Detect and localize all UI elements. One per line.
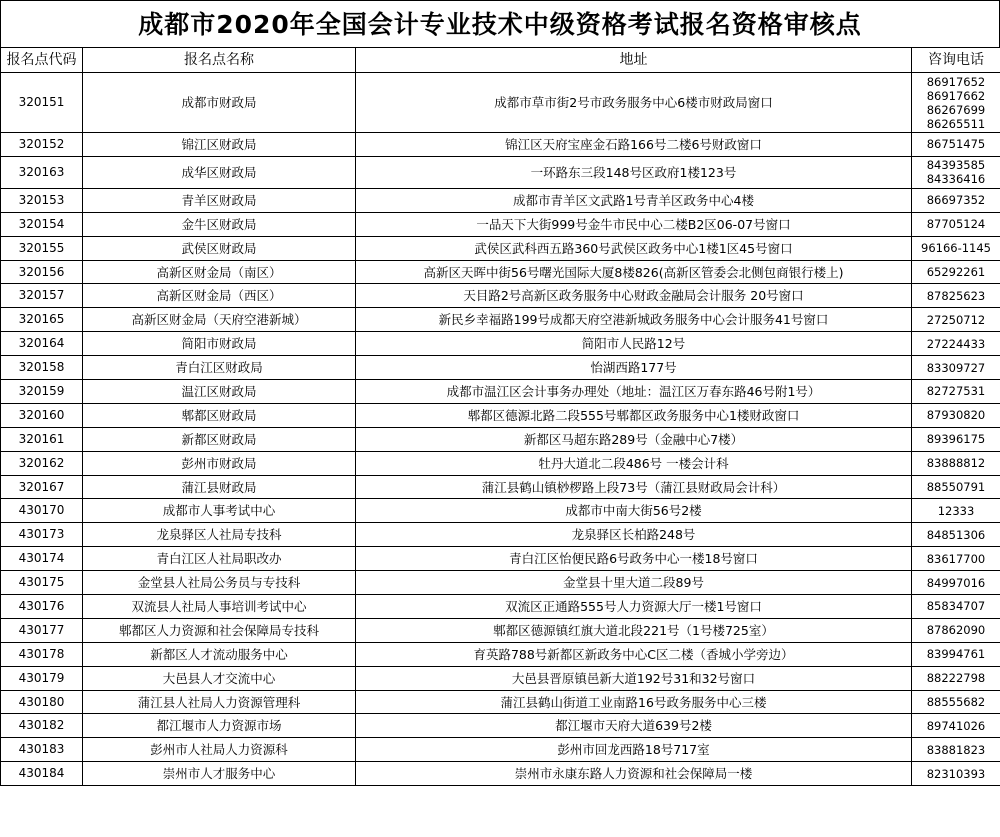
cell-name: 成华区财政局 — [83, 156, 356, 188]
cell-code: 430170 — [1, 499, 83, 523]
cell-code: 320151 — [1, 73, 83, 133]
table-row — [1, 427, 1000, 451]
table-row — [1, 475, 1000, 499]
phone-number: 86917662 — [926, 88, 986, 103]
cell-phone — [912, 499, 1000, 523]
cell-name: 高新区财金局（天府空港新城） — [83, 308, 356, 332]
phone-number: 27224433 — [926, 336, 986, 351]
cell-name: 高新区财金局（南区） — [83, 260, 356, 284]
cell-phone — [912, 738, 1000, 762]
cell-code: 430174 — [1, 547, 83, 571]
cell-name: 彭州市人社局人力资源科 — [83, 738, 356, 762]
cell-address: 武侯区武科西五路360号武侯区政务中心1楼1区45号窗口 — [356, 236, 912, 260]
cell-code: 320167 — [1, 475, 83, 499]
cell-name: 新都区人才流动服务中心 — [83, 642, 356, 666]
cell-name: 金牛区财政局 — [83, 212, 356, 236]
table-row — [1, 356, 1000, 380]
cell-address: 成都市温江区会计事务办理处（地址：温江区万春东路46号附1号） — [356, 380, 912, 404]
cell-address: 新都区马超东路289号（金融中心7楼） — [356, 427, 912, 451]
cell-name: 成都市人事考试中心 — [83, 499, 356, 523]
phone-number: 83994761 — [926, 647, 986, 662]
table-row — [1, 260, 1000, 284]
cell-address: 青白江区怡便民路6号政务中心一楼18号窗口 — [356, 547, 912, 571]
cell-address: 简阳市人民路12号 — [356, 332, 912, 356]
table-row — [1, 547, 1000, 571]
cell-name: 锦江区财政局 — [83, 133, 356, 157]
cell-phone — [912, 260, 1000, 284]
table-row — [1, 499, 1000, 523]
cell-code: 430175 — [1, 571, 83, 595]
cell-address: 牡丹大道北二段486号 一楼会计科 — [356, 451, 912, 475]
cell-address: 郫都区德源北路二段555号郫都区政务服务中心1楼财政窗口 — [356, 403, 912, 427]
cell-phone — [912, 212, 1000, 236]
cell-code: 430178 — [1, 642, 83, 666]
cell-name: 青白江区人社局职改办 — [83, 547, 356, 571]
table-row — [1, 451, 1000, 475]
table-row — [1, 666, 1000, 690]
cell-address: 天目路2号高新区政务服务中心财政金融局会计服务 20号窗口 — [356, 284, 912, 308]
phone-number: 65292261 — [926, 265, 986, 279]
cell-address: 一环路东三段148号区政府1楼123号 — [356, 156, 912, 188]
cell-address: 都江堰市天府大道639号2楼 — [356, 714, 912, 738]
header-code: 报名点代码 — [1, 48, 83, 73]
phone-number: 89396175 — [926, 432, 986, 447]
cell-address: 一品天下大街999号金牛市民中心二楼B2区06-07号窗口 — [356, 212, 912, 236]
phone-number: 87862090 — [926, 623, 986, 638]
cell-phone — [912, 595, 1000, 619]
cell-code: 320156 — [1, 260, 83, 284]
phone-number: 84393585 — [926, 158, 986, 173]
table-row — [1, 690, 1000, 714]
cell-code: 320153 — [1, 188, 83, 212]
header-name: 报名点名称 — [83, 48, 356, 73]
cell-code: 320162 — [1, 451, 83, 475]
phone-number: 82727531 — [926, 384, 986, 399]
cell-phone — [912, 642, 1000, 666]
cell-code: 430183 — [1, 738, 83, 762]
phone-number: 88222798 — [926, 671, 986, 686]
phone-number: 83617700 — [926, 551, 986, 566]
cell-phone — [912, 73, 1000, 133]
table-row — [1, 308, 1000, 332]
table-row — [1, 618, 1000, 642]
phone-number: 86751475 — [926, 137, 986, 152]
cell-phone — [912, 547, 1000, 571]
cell-phone — [912, 523, 1000, 547]
cell-phone — [912, 188, 1000, 212]
cell-name: 彭州市财政局 — [83, 451, 356, 475]
cell-code: 430173 — [1, 523, 83, 547]
cell-phone — [912, 380, 1000, 404]
cell-code: 320155 — [1, 236, 83, 260]
cell-phone — [912, 475, 1000, 499]
cell-name: 成都市财政局 — [83, 73, 356, 133]
cell-phone — [912, 714, 1000, 738]
cell-phone — [912, 356, 1000, 380]
page-title: 成都市2020年全国会计专业技术中级资格考试报名资格审核点 — [0, 0, 1000, 47]
cell-phone — [912, 618, 1000, 642]
cell-address: 双流区正通路555号人力资源大厅一楼1号窗口 — [356, 595, 912, 619]
cell-address: 蒲江县鹤山镇桫椤路上段73号（蒲江县财政局会计科） — [356, 475, 912, 499]
cell-phone — [912, 762, 1000, 786]
cell-code: 430179 — [1, 666, 83, 690]
table-row — [1, 73, 1000, 133]
phone-number: 84336416 — [926, 172, 986, 187]
cell-name: 郫都区人力资源和社会保障局专技科 — [83, 618, 356, 642]
phone-number: 27250712 — [926, 312, 986, 327]
table-row — [1, 133, 1000, 157]
cell-phone — [912, 427, 1000, 451]
phone-number: 83888812 — [926, 456, 986, 471]
table-row — [1, 714, 1000, 738]
cell-address: 龙泉驿区长柏路248号 — [356, 523, 912, 547]
cell-code: 320158 — [1, 356, 83, 380]
cell-address: 崇州市永康东路人力资源和社会保障局一楼 — [356, 762, 912, 786]
cell-phone — [912, 236, 1000, 260]
table-row — [1, 188, 1000, 212]
cell-name: 武侯区财政局 — [83, 236, 356, 260]
cell-address: 彭州市回龙西路18号717室 — [356, 738, 912, 762]
cell-name: 龙泉驿区人社局专技科 — [83, 523, 356, 547]
cell-address: 成都市青羊区文武路1号青羊区政务中心4楼 — [356, 188, 912, 212]
table-row — [1, 642, 1000, 666]
phone-number: 83309727 — [926, 360, 986, 375]
cell-name: 双流县人社局人事培训考试中心 — [83, 595, 356, 619]
header-address: 地址 — [356, 48, 912, 73]
cell-phone — [912, 690, 1000, 714]
table-row — [1, 380, 1000, 404]
cell-name: 蒲江县人社局人力资源管理科 — [83, 690, 356, 714]
phone-number: 83881823 — [926, 742, 986, 757]
phone-number: 86917652 — [926, 74, 986, 89]
phone-number: 84851306 — [926, 527, 986, 542]
table-row — [1, 284, 1000, 308]
table-row — [1, 332, 1000, 356]
cell-code: 320165 — [1, 308, 83, 332]
cell-code: 430177 — [1, 618, 83, 642]
cell-name: 新都区财政局 — [83, 427, 356, 451]
cell-name: 简阳市财政局 — [83, 332, 356, 356]
cell-code: 320164 — [1, 332, 83, 356]
cell-code: 320159 — [1, 380, 83, 404]
table-row — [1, 236, 1000, 260]
phone-number: 96166-1145 — [921, 241, 991, 256]
cell-name: 都江堰市人力资源市场 — [83, 714, 356, 738]
cell-name: 温江区财政局 — [83, 380, 356, 404]
cell-address: 成都市草市街2号市政务服务中心6楼市财政局窗口 — [356, 73, 912, 133]
cell-phone — [912, 332, 1000, 356]
cell-phone — [912, 284, 1000, 308]
phone-number: 88555682 — [926, 695, 986, 710]
cell-phone — [912, 133, 1000, 157]
phone-number: 82310393 — [926, 766, 986, 781]
cell-address: 郫都区德源镇红旗大道北段221号（1号楼725室） — [356, 618, 912, 642]
cell-name: 青羊区财政局 — [83, 188, 356, 212]
cell-phone — [912, 156, 1000, 188]
table-body — [1, 73, 1000, 786]
phone-number: 86697352 — [926, 193, 986, 208]
cell-address: 大邑县晋原镇邑新大道192号31和32号窗口 — [356, 666, 912, 690]
cell-code: 320154 — [1, 212, 83, 236]
cell-code: 320161 — [1, 427, 83, 451]
cell-phone — [912, 571, 1000, 595]
cell-code: 320152 — [1, 133, 83, 157]
table-row — [1, 571, 1000, 595]
cell-address: 锦江区天府宝座金石路166号二楼6号财政窗口 — [356, 133, 912, 157]
cell-phone — [912, 451, 1000, 475]
cell-code: 320157 — [1, 284, 83, 308]
phone-number: 88550791 — [926, 480, 986, 495]
cell-name: 大邑县人才交流中心 — [83, 666, 356, 690]
table-row — [1, 403, 1000, 427]
cell-phone — [912, 403, 1000, 427]
cell-code: 430184 — [1, 762, 83, 786]
cell-name: 崇州市人才服务中心 — [83, 762, 356, 786]
review-points-table — [0, 47, 1000, 786]
cell-name: 郫都区财政局 — [83, 403, 356, 427]
cell-name: 金堂县人社局公务员与专技科 — [83, 571, 356, 595]
phone-number: 89741026 — [926, 718, 986, 733]
header-phone: 咨询电话 — [912, 48, 1000, 73]
phone-number: 86265511 — [926, 116, 986, 131]
cell-name: 青白江区财政局 — [83, 356, 356, 380]
table-row — [1, 523, 1000, 547]
cell-code: 430182 — [1, 714, 83, 738]
cell-code: 320160 — [1, 403, 83, 427]
phone-number: 86267699 — [926, 102, 986, 117]
table-row — [1, 595, 1000, 619]
cell-address: 怡湖西路177号 — [356, 356, 912, 380]
cell-address: 成都市中南大街56号2楼 — [356, 499, 912, 523]
cell-address: 金堂县十里大道二段89号 — [356, 571, 912, 595]
phone-number: 84997016 — [926, 575, 986, 590]
table-row — [1, 762, 1000, 786]
table-header-row — [1, 48, 1000, 73]
phone-number: 85834707 — [926, 599, 986, 614]
cell-phone — [912, 308, 1000, 332]
cell-code: 320163 — [1, 156, 83, 188]
phone-number: 87930820 — [926, 408, 986, 423]
table-row — [1, 738, 1000, 762]
phone-number: 87825623 — [926, 288, 986, 303]
cell-address: 新民乡幸福路199号成都天府空港新城政务服务中心会计服务41号窗口 — [356, 308, 912, 332]
cell-address: 高新区天晖中街56号曙光国际大厦8楼826(高新区管委会北侧包商银行楼上) — [356, 260, 912, 284]
cell-phone — [912, 666, 1000, 690]
cell-name: 蒲江县财政局 — [83, 475, 356, 499]
cell-code: 430176 — [1, 595, 83, 619]
phone-number: 12333 — [937, 503, 975, 518]
table-row — [1, 212, 1000, 236]
cell-name: 高新区财金局（西区） — [83, 284, 356, 308]
cell-address: 蒲江县鹤山街道工业南路16号政务服务中心三楼 — [356, 690, 912, 714]
phone-number: 87705124 — [926, 217, 986, 232]
cell-code: 430180 — [1, 690, 83, 714]
cell-address: 育英路788号新都区新政务中心C区二楼（香城小学旁边） — [356, 642, 912, 666]
table-row — [1, 156, 1000, 188]
